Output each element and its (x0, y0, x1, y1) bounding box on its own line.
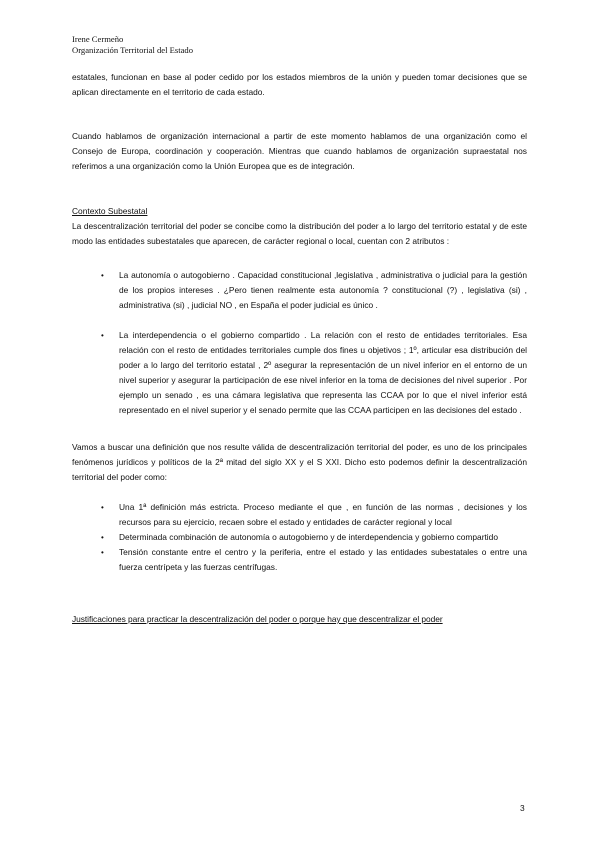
header-author: Irene Cermeño (72, 34, 124, 44)
list-item (72, 268, 527, 313)
page-number: 3 (520, 803, 525, 813)
bullet-icon: • (101, 533, 104, 542)
list-item (72, 328, 527, 418)
section-heading-subestatal: Contexto Subestatal (72, 206, 148, 216)
list-item-text: La interdependencia o el gobierno compartido . La relación con el resto de entidades territoriales. Esa relación con el resto de entidades territoriales cumple dos fines u objetivos ; 1º, articular esa distribución del poder a lo largo del territorio estatal , 2º asegurar la representación de un nivel inferior en el entorno de un nivel superior y asegurar la participación de ese nivel inferior en la toma de decisiones del nivel superior . Por ejemplo un senado , es una cámara legislativa que representa las CCAA por lo que el nivel inferior está representado en el nivel superior y el senado permite que las CCAA participen en las decisiones del estado . (119, 330, 527, 415)
list-item (72, 500, 527, 530)
page-header (72, 34, 193, 56)
paragraph-international-organization: Cuando hablamos de organización internacional a partir de este momento hablamos de una organización como el Consejo de Europa, coordinación y cooperación. Mientras que cuando hablamos de organización supraestatal nos referimos a una organización como la Unión Europea que es de integración. (72, 131, 527, 171)
definitions-list (72, 500, 527, 575)
attributes-list (72, 268, 527, 418)
header-subject: Organización Territorial del Estado (72, 45, 194, 55)
list-item-text: Una 1ª definición más estricta. Proceso mediante el que , en función de las normas , decisiones y los recursos para su ejercicio, recaen sobre el estado y entidades de carácter regional y local (119, 502, 527, 527)
paragraph-continuation: estatales, funcionan en base al poder cedido por los estados miembros de la unión y pueden tomar decisiones que se aplican directamente en el territorio de cada estado. (72, 72, 527, 97)
bullet-icon: • (101, 271, 104, 280)
section-heading-justifications: Justificaciones para practicar la descentralización del poder o porque hay que descentralizar el poder (72, 614, 443, 624)
list-item-text: Determinada combinación de autonomía o autogobierno y de interdependencia y gobierno compartido (119, 532, 498, 542)
bullet-icon: • (101, 331, 104, 340)
bullet-icon: • (101, 548, 104, 557)
paragraph-decentralization-intro: La descentralización territorial del poder se concibe como la distribución del poder a lo largo del territorio estatal y de este modo las entidades subestatales que aparecen, de carácter regional o local, cuentan con 2 atributos : (72, 221, 527, 246)
bullet-icon: • (101, 503, 104, 512)
document-body (72, 70, 527, 627)
list-item-text: La autonomía o autogobierno . Capacidad constitucional ,legislativa , administrativa o judicial para la gestión de los propios intereses . ¿Pero tienen realmente esta autonomía ? constitucional (?) , legislativa (si) , administrativa (si) , judicial NO , en España el poder judicial es único . (119, 270, 527, 310)
list-item-text: Tensión constante entre el centro y la periferia, entre el estado y las entidades subestatales o entre una fuerza centrípeta y las fuerzas centrífugas. (119, 547, 527, 572)
paragraph-definition-intro: Vamos a buscar una definición que nos resulte válida de descentralización territorial del poder, es uno de los principales fenómenos jurídicos y políticos de la 2ª mitad del siglo XX y el S XXI. Dicho esto podemos definir la descentralización territorial del poder como: (72, 442, 527, 482)
list-item (72, 530, 527, 545)
list-item (72, 545, 527, 575)
